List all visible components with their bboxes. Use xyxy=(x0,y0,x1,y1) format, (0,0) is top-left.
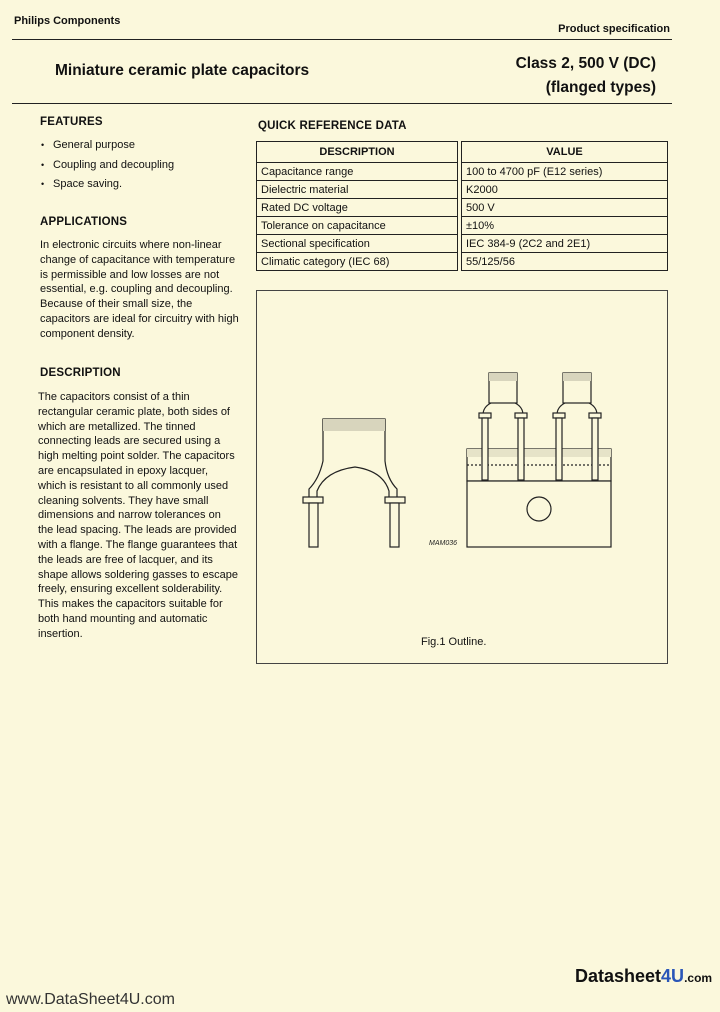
class-line-2: (flanged types) xyxy=(545,79,656,97)
qrd-cell-description: Climatic category (IEC 68) xyxy=(257,253,458,271)
qrd-cell-value: 55/125/56 xyxy=(462,253,668,271)
applications-heading: APPLICATIONS xyxy=(40,216,128,228)
class-title xyxy=(516,52,656,100)
applications-text: In electronic circuits where non-linear change of capacitance with temperature is permissible and low losses are not essential, e.g. coupling and decoupling. Because of their small size, the capacitors are ideal for circuitry with high component density. xyxy=(40,239,239,340)
qrd-col-value: VALUE xyxy=(462,142,668,163)
footer-url[interactable]: www.DataSheet4U.com xyxy=(6,991,175,1008)
table-row xyxy=(257,217,668,235)
qrd-cell-description: Dielectric material xyxy=(257,181,458,199)
feature-item: • Coupling and decoupling xyxy=(40,156,240,176)
table-row xyxy=(257,199,668,217)
qrd-heading: QUICK REFERENCE DATA xyxy=(258,120,407,132)
description-text: The capacitors consist of a thin rectangular ceramic plate, both sides of which are metallized. The tinned connecting leads are secured using a high melting point solder. The capacitors are encapsulated in epoxy lacquer, which is resistant to all commonly used cleaning solvents. They have small dimensions and narrow tolerances on the lead spacing. The leads are provided with a flange. The flange guarantees that the leads are free of lacquer, and its shape allows soldering gasses to escape freely, ensuring excellent solderability. This makes the capacitors suitable for both hand mounting and automatic insertion. xyxy=(38,391,238,640)
spec-type: Product specification xyxy=(558,23,670,35)
qrd-cell-value: K2000 xyxy=(462,181,668,199)
features-list xyxy=(40,136,240,195)
qrd-header-row xyxy=(257,142,668,163)
qrd-cell-description: Sectional specification xyxy=(257,235,458,253)
table-row xyxy=(257,253,668,271)
qrd-cell-value: 100 to 4700 pF (E12 series) xyxy=(462,163,668,181)
feature-item: • Space saving. xyxy=(40,175,240,195)
datasheet4u-logo[interactable] xyxy=(575,966,712,987)
page-title: Miniature ceramic plate capacitors xyxy=(55,62,310,79)
logo-accent: 4U xyxy=(661,966,685,986)
table-row xyxy=(257,163,668,181)
logo-suffix: .com xyxy=(684,971,713,985)
qrd-cell-value: IEC 384-9 (2C2 and 2E1) xyxy=(462,235,668,253)
board-assembly xyxy=(467,373,611,547)
capacitor-body xyxy=(303,419,405,547)
qrd-col-description: DESCRIPTION xyxy=(257,142,458,163)
features-heading: FEATURES xyxy=(40,116,103,128)
qrd-cell-value: 500 V xyxy=(462,199,668,217)
class-line-1: Class 2, 500 V (DC) xyxy=(515,55,656,72)
qrd-cell-description: Capacitance range xyxy=(257,163,458,181)
company-name: Philips Components xyxy=(14,15,121,27)
feature-item: • General purpose xyxy=(40,136,240,156)
description-heading: DESCRIPTION xyxy=(40,367,121,379)
header-rule xyxy=(12,39,672,40)
capacitor-outline-drawing xyxy=(257,291,667,663)
qrd-cell-description: Tolerance on capacitance xyxy=(257,217,458,235)
table-row xyxy=(257,235,668,253)
qrd-cell-value: ±10% xyxy=(462,217,668,235)
table-row xyxy=(257,181,668,199)
figure-code: MAM036 xyxy=(429,540,458,547)
title-rule xyxy=(12,103,672,104)
figure-caption: Fig.1 Outline. xyxy=(421,636,487,648)
qrd-table xyxy=(256,141,668,271)
logo-main: Datasheet xyxy=(575,966,662,986)
outline-figure xyxy=(256,290,668,664)
qrd-cell-description: Rated DC voltage xyxy=(257,199,458,217)
